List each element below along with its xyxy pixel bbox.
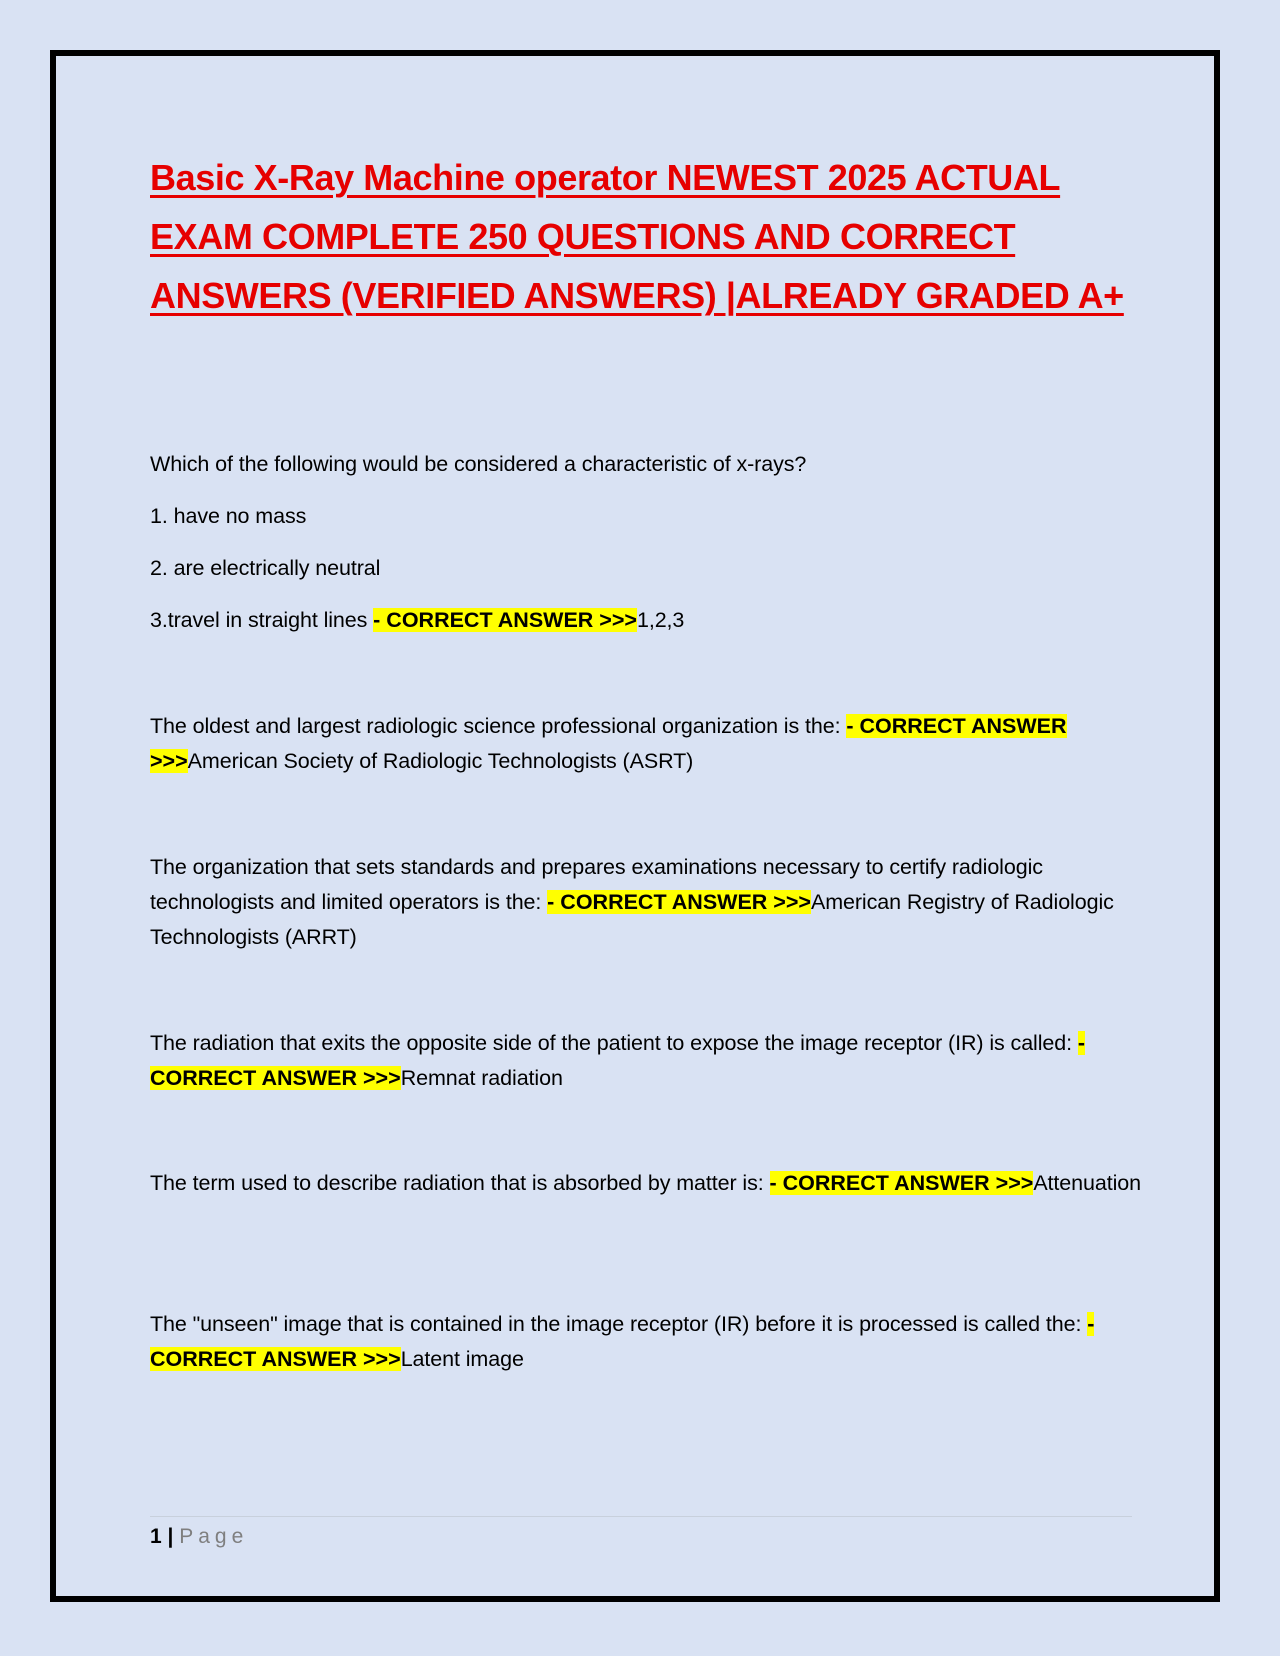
correct-answer-marker: - CORRECT ANSWER >>> (547, 890, 811, 914)
correct-answer-marker: - CORRECT ANSWER >>> (150, 714, 1067, 773)
page-footer (150, 1516, 1132, 1549)
correct-answer-marker: - CORRECT ANSWER >>> (373, 608, 637, 632)
option-3: 3.travel in straight lines - CORRECT ANSWER >>>1,2,3 (150, 608, 685, 632)
answer-text: 1,2,3 (636, 608, 685, 632)
answer-text: American Registry of Radiologic Technologists (ARRT) (150, 890, 1114, 949)
answer-text: Remnat radiation (400, 1066, 563, 1090)
correct-answer-marker: - CORRECT ANSWER >>> (150, 1312, 1095, 1371)
correct-answer-marker: - CORRECT ANSWER >>> (769, 1171, 1034, 1195)
correct-answer-marker: - CORRECT ANSWER >>> (150, 1031, 1086, 1090)
document-header (150, 148, 1150, 325)
question-text: The radiation that exits the opposite side of the patient to expose the image receptor (IR) is called: - CORRECT ANSWER >>>Remnat radiation (150, 1031, 1086, 1090)
question-5 (150, 1166, 1150, 1201)
question-text: The oldest and largest radiologic science professional organization is the: - CORRECT ANSWER >>>American Society of Radiologic Technologists (ASRT) (150, 714, 1067, 773)
page-number: 1 (150, 1525, 162, 1548)
page-label: Page (179, 1525, 249, 1548)
question-2 (150, 709, 1150, 779)
answer-text: Latent image (400, 1347, 524, 1371)
answer-text: American Society of Radiologic Technologists (ASRT) (187, 749, 694, 773)
question-text: The organization that sets standards and prepares examinations necessary to certify radiologic technologists and limited operators is the: - CORRECT ANSWER >>>American Registry of Radiologic Technologists (ARRT) (150, 855, 1114, 949)
question-text: The "unseen" image that is contained in the image receptor (IR) before it is processed is called the: - CORRECT ANSWER >>>Latent image (150, 1312, 1095, 1371)
question-1 (150, 447, 1150, 638)
question-6 (150, 1307, 1150, 1377)
document-title: Basic X-Ray Machine operator NEWEST 2025 ACTUAL EXAM COMPLETE 250 QUESTIONS AND CORRECT ANSWERS (VERIFIED ANSWERS) |ALREADY GRADED A+ (150, 157, 1124, 316)
option-1: 1. have no mass (150, 504, 307, 528)
question-3 (150, 850, 1150, 955)
question-text: Which of the following would be considered a characteristic of x-rays? (150, 452, 807, 476)
page-separator: | (161, 1525, 180, 1548)
option-2: 2. are electrically neutral (150, 556, 381, 580)
question-4 (150, 1026, 1150, 1096)
answer-text: Attenuation (1033, 1171, 1141, 1195)
question-text: The term used to describe radiation that is absorbed by matter is: - CORRECT ANSWER >>>Attenuation (150, 1171, 1141, 1195)
